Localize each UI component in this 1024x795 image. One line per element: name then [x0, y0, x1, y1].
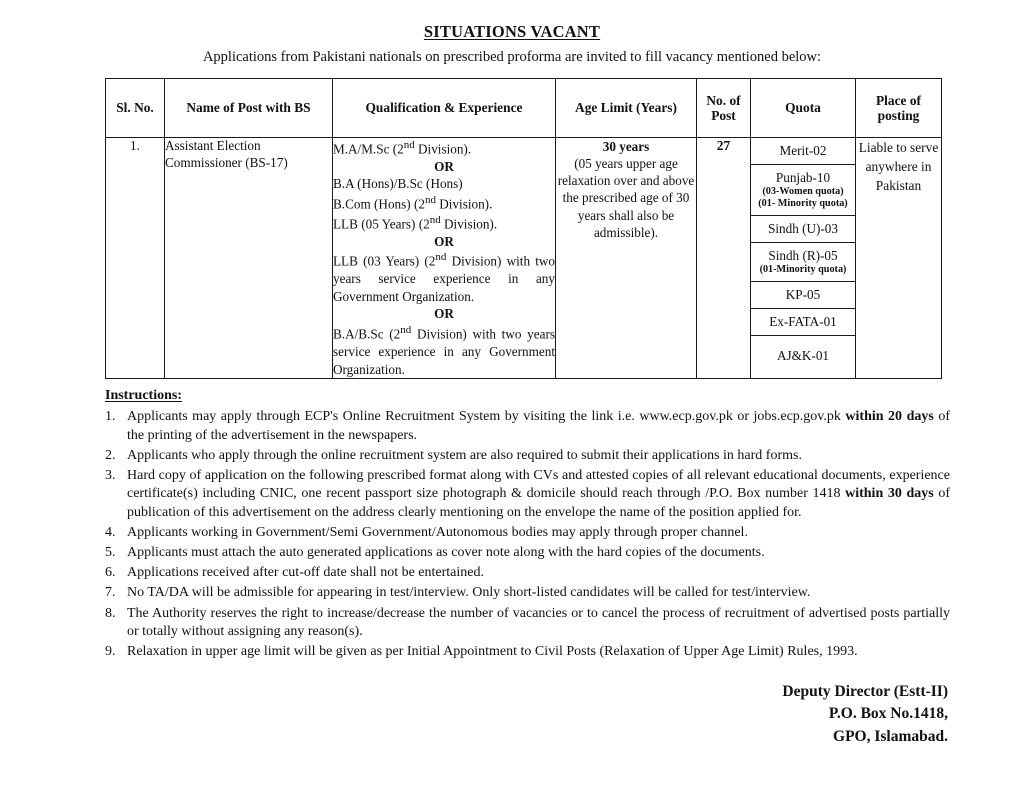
- instruction-fragment: The Authority reserves the right to increase/decrease the number of vacancies or to cancel the process of recruitment of advertised posts partially or totally without assigning any reason(s).: [127, 605, 950, 640]
- quota-row: [751, 138, 855, 164]
- column-header-age: Age Limit (Years): [556, 79, 697, 138]
- signature-block: [782, 681, 948, 748]
- qualification-line: B.A/B.Sc (2nd Division) with two years service experience in any Government Organization.: [333, 324, 555, 377]
- instruction-text: [127, 584, 950, 603]
- instruction-text: [127, 447, 950, 466]
- column-header-qual: Qualification & Experience: [333, 79, 556, 138]
- instruction-item: [105, 467, 950, 523]
- instruction-item: [105, 564, 950, 583]
- instruction-fragment: Applicants must attach the auto generated applications as cover note along with the hard copies of the documents.: [127, 545, 765, 561]
- instruction-item: [105, 447, 950, 466]
- instruction-number: 2.: [105, 447, 116, 463]
- instructions-list: [105, 408, 950, 663]
- instruction-fragment: Applicants working in Government/Semi Government/Autonomous bodies may apply through proper channel.: [127, 525, 748, 541]
- quota-label: KP-05: [785, 287, 821, 303]
- quota-label: Sindh (U)-03: [768, 221, 838, 237]
- quota-cell: [751, 216, 855, 243]
- qualification-line: LLB (03 Years) (2nd Division) with two years service experience in any Government Organization.: [333, 251, 556, 304]
- instruction-fragment: No TA/DA will be admissible for appearing in test/interview. Only short-listed candidates will be called for test/interview.: [127, 585, 811, 601]
- instruction-number: 4.: [105, 525, 116, 541]
- column-header-sl-no: Sl. No.: [106, 79, 165, 138]
- instruction-item: [105, 524, 950, 543]
- quota-label: Sindh (R)-05: [768, 248, 838, 263]
- instruction-number: 1.: [105, 409, 116, 424]
- instruction-text: [127, 524, 950, 543]
- quota-row: [751, 243, 855, 282]
- instruction-text: [127, 564, 950, 583]
- instruction-number: 9.: [105, 644, 116, 660]
- signature-line-3: GPO, Islamabad.: [833, 727, 948, 745]
- qualification-line: LLB (05 Years) (2nd Division).: [333, 213, 498, 232]
- qualification-or-separator: OR: [434, 158, 454, 174]
- instruction-item: [105, 584, 950, 603]
- cell-quota: [751, 138, 856, 379]
- quota-row: [751, 164, 855, 215]
- instruction-text: [127, 467, 950, 523]
- instruction-item: [105, 408, 950, 445]
- age-limit-note: (05 years upper age relaxation over and above the prescribed age of 30 years shall also be admissible).: [557, 156, 695, 240]
- quota-breakdown-table: [751, 138, 855, 378]
- instruction-fragment: Applicants who apply through the online recruitment system are also required to submit their applications in hard forms.: [127, 447, 802, 463]
- instruction-number: 7.: [105, 585, 116, 601]
- signature-line-2: P.O. Box No.1418,: [828, 705, 948, 723]
- instruction-number: 8.: [105, 605, 116, 621]
- qualification-line: M.A/M.Sc (2nd Division).: [333, 139, 472, 157]
- instruction-number: 5.: [105, 545, 116, 561]
- page-subtitle: Applications from Pakistani nationals on prescribed proforma are invited to fill vacancy mentioned below:: [202, 49, 822, 65]
- quota-label: Punjab-10: [775, 169, 831, 185]
- instruction-item: [105, 643, 950, 662]
- instruction-fragment: Applications received after cut-off date shall not be entertained.: [127, 565, 484, 581]
- instruction-item: [105, 605, 950, 642]
- instruction-text: [127, 408, 950, 445]
- signature-line-1: Deputy Director (Estt-II): [782, 683, 948, 700]
- quota-cell: [751, 243, 855, 282]
- quota-row: [751, 308, 855, 335]
- instruction-text: [127, 605, 950, 642]
- quota-sub-label: (03-Women quota): [762, 185, 844, 197]
- instruction-fragment: of publication of this advertisement on the address clearly mentioning on the envelope the name of the position applied for.: [127, 486, 951, 521]
- qualification-or-separator: OR: [434, 233, 454, 249]
- instruction-text: [127, 643, 950, 662]
- quota-label: AJ&K-01: [776, 347, 830, 363]
- instruction-fragment: Hard copy of application on the following prescribed format along with CVs and attested copies of all relevant educational documents, experience certificate(s) including CNIC, one recent passport size photograph & domicile should reach through /P.O. Box number 1418: [127, 467, 950, 502]
- instruction-text: [127, 544, 950, 563]
- column-header-quota: Quota: [751, 79, 856, 138]
- quota-row: [751, 282, 855, 309]
- quota-sub-label: (01-Minority quota): [759, 263, 847, 275]
- instruction-emphasis: within 30 days: [845, 486, 934, 502]
- quota-label: Ex-FATA-01: [769, 313, 837, 329]
- quota-row: [751, 335, 855, 377]
- quota-label: Merit-02: [779, 143, 827, 158]
- cell-qualification: [333, 138, 556, 379]
- quota-cell: [751, 164, 855, 215]
- cell-place-of-posting: Liable to serve anywhere in Pakistan: [856, 138, 942, 379]
- qualification-line: B.Com (Hons) (2nd Division).: [333, 194, 493, 212]
- qualification-or-separator: OR: [434, 306, 454, 322]
- page-title: [0, 22, 1024, 42]
- page-title-text: SITUATIONS VACANT: [423, 22, 601, 41]
- column-header-place: Place of posting: [856, 79, 942, 138]
- qualification-line: B.A (Hons)/B.Sc (Hons): [333, 176, 463, 192]
- vacancy-table: [105, 78, 942, 379]
- instruction-emphasis: within 20 days: [845, 409, 934, 424]
- column-header-post: Name of Post with BS: [165, 79, 333, 138]
- instruction-item: [105, 544, 950, 563]
- instruction-number: 3.: [105, 467, 116, 483]
- table-row: [106, 138, 942, 379]
- age-limit-value: 30 years: [602, 139, 650, 154]
- quota-cell: [751, 335, 855, 377]
- table-header-row: [106, 79, 942, 138]
- cell-post-name: Assistant Election Commissioner (BS-17): [165, 138, 333, 379]
- quota-sub-label: (01- Minority quota): [758, 197, 848, 209]
- cell-no-of-post: 27: [697, 138, 751, 379]
- quota-row: [751, 216, 855, 243]
- column-header-no-posts: No. of Post: [697, 79, 751, 138]
- cell-age-limit: [556, 138, 697, 379]
- instruction-fragment: Relaxation in upper age limit will be given as per Initial Appointment to Civil Posts (Relaxation of Upper Age Limit) Rules, 1993.: [127, 644, 858, 660]
- quota-cell: [751, 282, 855, 309]
- quota-cell: [751, 308, 855, 335]
- cell-sl-no: 1.: [106, 138, 165, 379]
- instruction-fragment: Applicants may apply through ECP's Online Recruitment System by visiting the link i.e. www.ecp.gov.pk or jobs.ecp.gov.pk: [127, 409, 846, 424]
- quota-cell: [751, 138, 855, 164]
- instructions-heading: Instructions:: [105, 388, 183, 403]
- instruction-fragment: of the printing of the advertisement in the newspapers.: [127, 409, 950, 443]
- instruction-number: 6.: [105, 565, 116, 581]
